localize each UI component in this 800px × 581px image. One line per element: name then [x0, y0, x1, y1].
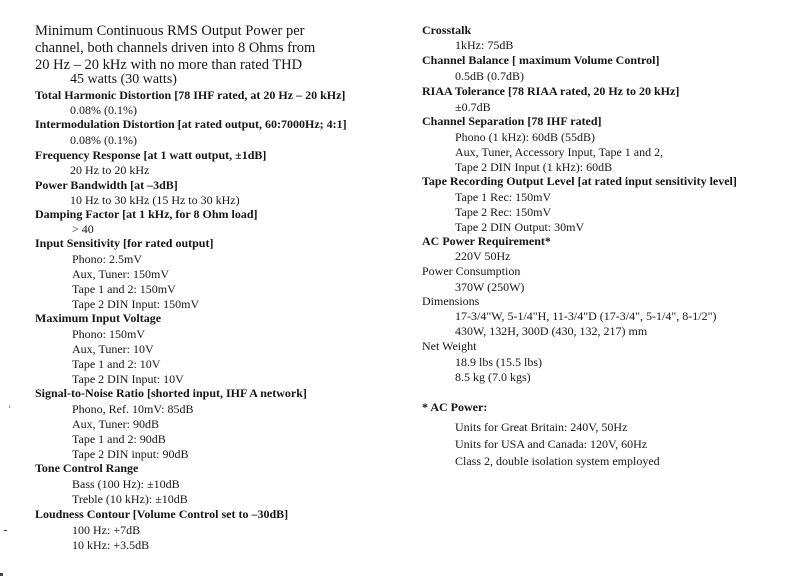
intro-line-2: channel, both channels driven into 8 Ohms from — [35, 40, 316, 56]
section-value: Tape 2 DIN Input: 150mV — [72, 297, 200, 311]
section-title-damping-factor: Damping Factor [at 1 kHz, for 8 Ohm load] — [35, 207, 258, 221]
section-value: Phono (1 kHz): 60dB (55dB) — [455, 130, 595, 144]
section-title-power-bandwidth: Power Bandwidth [at –3dB] — [35, 178, 178, 192]
section-value: Tape 2 Rec: 150mV — [455, 205, 552, 219]
section-value: Tape 1 and 2: 10V — [72, 357, 161, 371]
section-title-channel-balance: Channel Balance [ maximum Volume Control] — [422, 53, 660, 67]
scan-mark — [0, 573, 3, 576]
section-title-crosstalk: Crosstalk — [422, 23, 472, 37]
section-value: 430W, 132H, 300D (430, 132, 217) mm — [455, 324, 648, 338]
section-value: Tape 2 DIN Input (1 kHz): 60dB — [455, 160, 613, 174]
section-value: Phono, Ref. 10mV: 85dB — [72, 402, 194, 416]
section-title-imd: Intermodulation Distortion [at rated output, 60:7000Hz; 4:1] — [35, 117, 347, 131]
footnote-line: Units for USA and Canada: 120V, 60Hz — [455, 437, 648, 451]
footnote-line: Class 2, double isolation system employed — [455, 454, 660, 468]
section-value: Tape 2 DIN Input: 10V — [72, 372, 184, 386]
section-title-dimensions: Dimensions — [422, 294, 480, 308]
section-value: Tape 1 and 2: 150mV — [72, 282, 176, 296]
section-value: 0.08% (0.1%) — [70, 103, 137, 117]
section-title-tone-control: Tone Control Range — [35, 461, 139, 475]
footnote-line: Units for Great Britain: 240V, 50Hz — [455, 420, 628, 434]
section-value: 1kHz: 75dB — [455, 38, 514, 52]
section-value: Phono: 150mV — [72, 327, 146, 341]
section-value: 0.5dB (0.7dB) — [455, 69, 524, 83]
section-value: 100 Hz: +7dB — [72, 523, 141, 537]
section-value: > 40 — [72, 222, 94, 236]
section-title-snr: Signal-to-Noise Ratio [shorted input, IHF A network] — [35, 386, 307, 400]
section-title-riaa-tolerance: RIAA Tolerance [78 RIAA rated, 20 Hz to 20 kHz] — [422, 84, 680, 98]
section-title-ac-power-requirement: AC Power Requirement* — [422, 234, 551, 248]
section-value: Aux, Tuner: 150mV — [72, 267, 170, 281]
section-title-thd: Total Harmonic Distortion [78 IHF rated, at 20 Hz – 20 kHz] — [35, 88, 346, 102]
scan-mark — [9, 405, 10, 408]
section-value: 8.5 kg (7.0 kgs) — [455, 370, 531, 384]
section-value: Bass (100 Hz): ±10dB — [72, 477, 180, 491]
section-value: Aux, Tuner: 10V — [72, 342, 154, 356]
scan-mark — [4, 530, 7, 531]
section-title-frequency-response: Frequency Response [at 1 watt output, ±1dB] — [35, 148, 267, 162]
section-value: Aux, Tuner: 90dB — [72, 417, 160, 431]
section-value: ±0.7dB — [455, 100, 491, 114]
section-value: Phono: 2.5mV — [72, 252, 143, 266]
section-value: 20 Hz to 20 kHz — [70, 163, 150, 177]
section-title-power-consumption: Power Consumption — [422, 264, 521, 278]
footnote-title: * AC Power: — [422, 400, 488, 414]
section-value: 10 kHz: +3.5dB — [72, 538, 150, 552]
section-value: 370W (250W) — [455, 280, 525, 294]
section-value: Treble (10 kHz): ±10dB — [72, 492, 188, 506]
section-title-max-input-voltage: Maximum Input Voltage — [35, 311, 162, 325]
section-value: Aux, Tuner, Accessory Input, Tape 1 and 2, — [455, 145, 664, 159]
section-value: 17-3/4"W, 5-1/4"H, 11-3/4"D (17-3/4", 5-1/4", 8-1/2") — [455, 309, 717, 323]
intro-line-1: Minimum Continuous RMS Output Power per — [35, 23, 305, 39]
section-value: Tape 1 and 2: 90dB — [72, 432, 166, 446]
section-value: Tape 2 DIN input: 90dB — [72, 447, 189, 461]
section-value: 18.9 lbs (15.5 lbs) — [455, 355, 542, 369]
section-value: 220V 50Hz — [455, 249, 511, 263]
section-title-tape-recording-output: Tape Recording Output Level [at rated input sensitivity level] — [422, 174, 737, 188]
section-title-net-weight: Net Weight — [422, 339, 477, 353]
section-value: Tape 1 Rec: 150mV — [455, 190, 552, 204]
section-title-input-sensitivity: Input Sensitivity [for rated output] — [35, 236, 214, 250]
intro-line-3: 20 Hz – 20 kHz with no more than rated THD — [35, 57, 303, 73]
section-value: 10 Hz to 30 kHz (15 Hz to 30 kHz) — [70, 193, 240, 207]
intro-power-value: 45 watts (30 watts) — [70, 72, 177, 87]
section-title-loudness-contour: Loudness Contour [Volume Control set to –30dB] — [35, 507, 289, 521]
section-value: Tape 2 DIN Output: 30mV — [455, 220, 585, 234]
section-value: 0.08% (0.1%) — [70, 133, 137, 147]
section-title-channel-separation: Channel Separation [78 IHF rated] — [422, 114, 602, 128]
